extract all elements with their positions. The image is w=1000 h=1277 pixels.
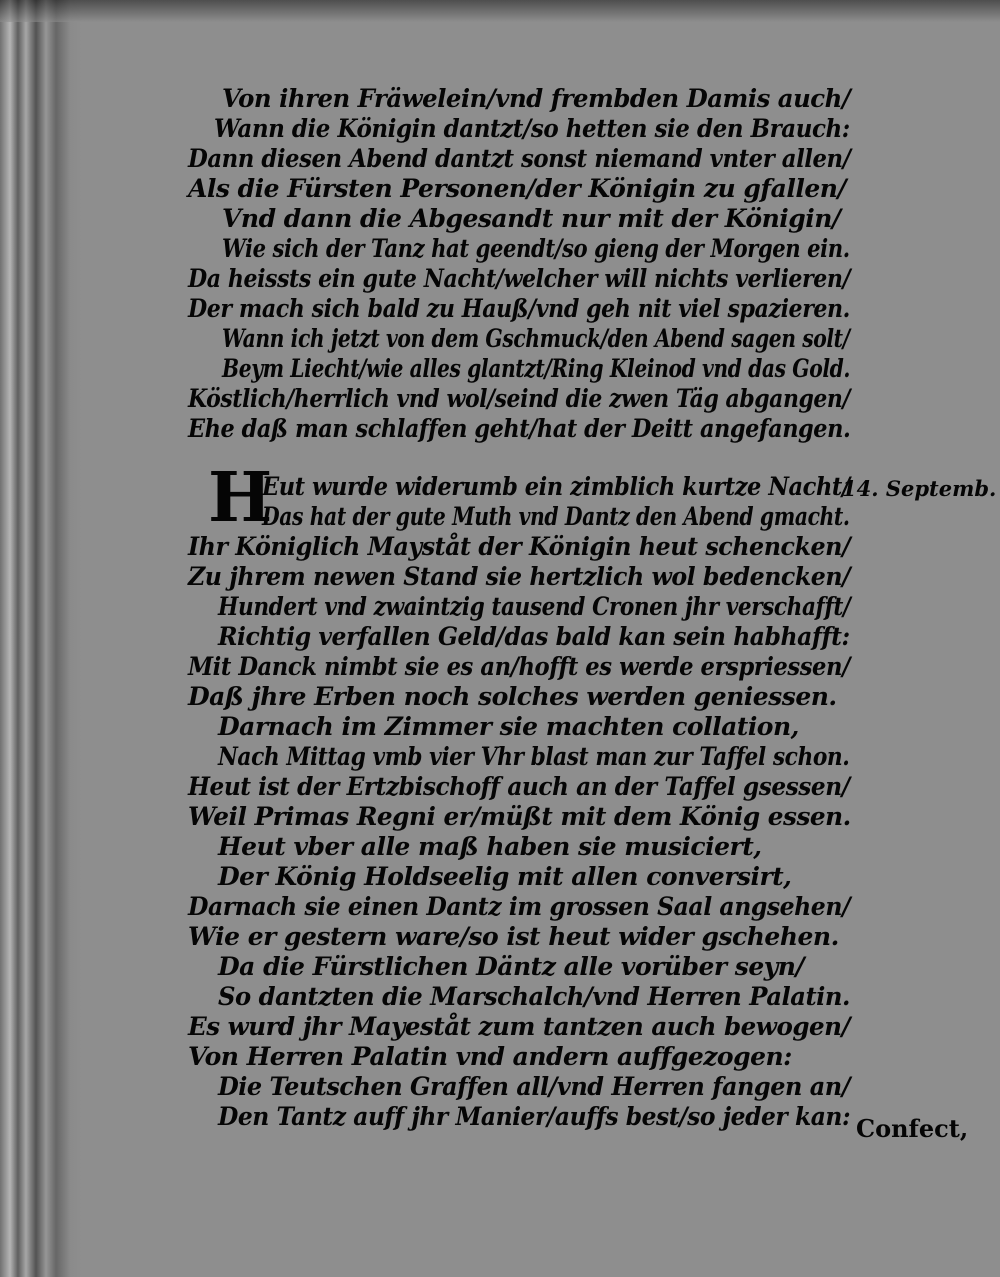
verse-line: Vnd dann die Abgesandt nur mit der Königin/ xyxy=(222,204,841,233)
verse-line: Weil Primas Regni er/müßt mit dem König essen. xyxy=(188,802,851,831)
verse-line: Da die Fürstlichen Däntz alle vorüber seyn/ xyxy=(218,952,805,981)
verse-line: Da heissts ein gute Nacht/welcher will nichts verlieren/ xyxy=(188,264,851,293)
verse-line: Beym Liecht/wie alles glantzt/Ring Kleinod vnd das Gold. xyxy=(222,354,851,383)
verse-line: Ihr Königlich Mayståt der Königin heut schencken/ xyxy=(188,532,851,561)
verse-line: So dantzten die Marschalch/vnd Herren Palatin. xyxy=(218,982,850,1011)
verse-line: Wie er gestern ware/so ist heut wider gschehen. xyxy=(188,922,839,951)
drop-capital: H xyxy=(208,458,273,538)
catchword: Confect, xyxy=(856,1114,969,1143)
verse-line: Darnach sie einen Dantz im grossen Saal angsehen/ xyxy=(188,892,851,921)
verse-line: Es wurd jhr Mayeståt zum tantzen auch bewogen/ xyxy=(188,1012,850,1041)
verse-line: Dann diesen Abend dantzt sonst niemand vnter allen/ xyxy=(188,144,851,173)
verse-line: Nach Mittag vmb vier Vhr blast man zur Taffel schon. xyxy=(218,742,850,771)
book-binding-edge xyxy=(0,0,82,1277)
verse-line: Wie sich der Tanz hat geendt/so gieng der Morgen ein. xyxy=(222,234,850,263)
verse-line: Hundert vnd zwaintzig tausend Cronen jhr verschafft/ xyxy=(218,592,851,621)
verse-line: Die Teutschen Graffen all/vnd Herren fangen an/ xyxy=(218,1072,850,1101)
verse-line: Den Tantz auff jhr Manier/auffs best/so jeder kan: xyxy=(218,1102,851,1131)
verse-line: Ehe daß man schlaffen geht/hat der Deitt angefangen. xyxy=(188,414,851,443)
verse-line: Köstlich/herrlich vnd wol/seind die zwen Täg abgangen/ xyxy=(188,384,850,413)
verse-line: Wann ich jetzt von dem Gschmuck/den Abend sagen solt/ xyxy=(222,324,850,353)
verse-line: Von Herren Palatin vnd andern auffgezogen: xyxy=(188,1042,792,1071)
verse-line: Heut ist der Ertzbischoff auch an der Taffel gsessen/ xyxy=(188,772,850,801)
verse-line: Heut vber alle maß haben sie musiciert, xyxy=(218,832,762,861)
verse-line: Eut wurde widerumb ein zimblich kurtze Nacht/ xyxy=(262,472,850,501)
verse-line: Richtig verfallen Geld/das bald kan sein habhafft: xyxy=(218,622,850,651)
verse-line: Der König Holdseelig mit allen conversirt, xyxy=(218,862,792,891)
verse-line: Von ihren Fräwelein/vnd frembden Damis auch/ xyxy=(222,84,851,113)
verse-line: Als die Fürsten Personen/der Königin zu gfallen/ xyxy=(188,174,847,203)
verse-line: Mit Danck nimbt sie es an/hofft es werde erspriessen/ xyxy=(188,652,850,681)
verse-line: Darnach im Zimmer sie machten collation, xyxy=(218,712,799,741)
margin-date-note: 14. Septemb. xyxy=(842,476,997,501)
verse-line: Das hat der gute Muth vnd Dantz den Abend gmacht. xyxy=(262,502,850,531)
verse-line: Zu jhrem newen Stand sie hertzlich wol bedencken/ xyxy=(188,562,851,591)
verse-line: Wann die Königin dantzt/so hetten sie den Brauch: xyxy=(214,114,850,143)
verse-line: Daß jhre Erben noch solches werden geniessen. xyxy=(188,682,837,711)
verse-line: Der mach sich bald zu Hauß/vnd geh nit viel spazieren. xyxy=(188,294,850,323)
page-top-edge xyxy=(0,0,1000,22)
